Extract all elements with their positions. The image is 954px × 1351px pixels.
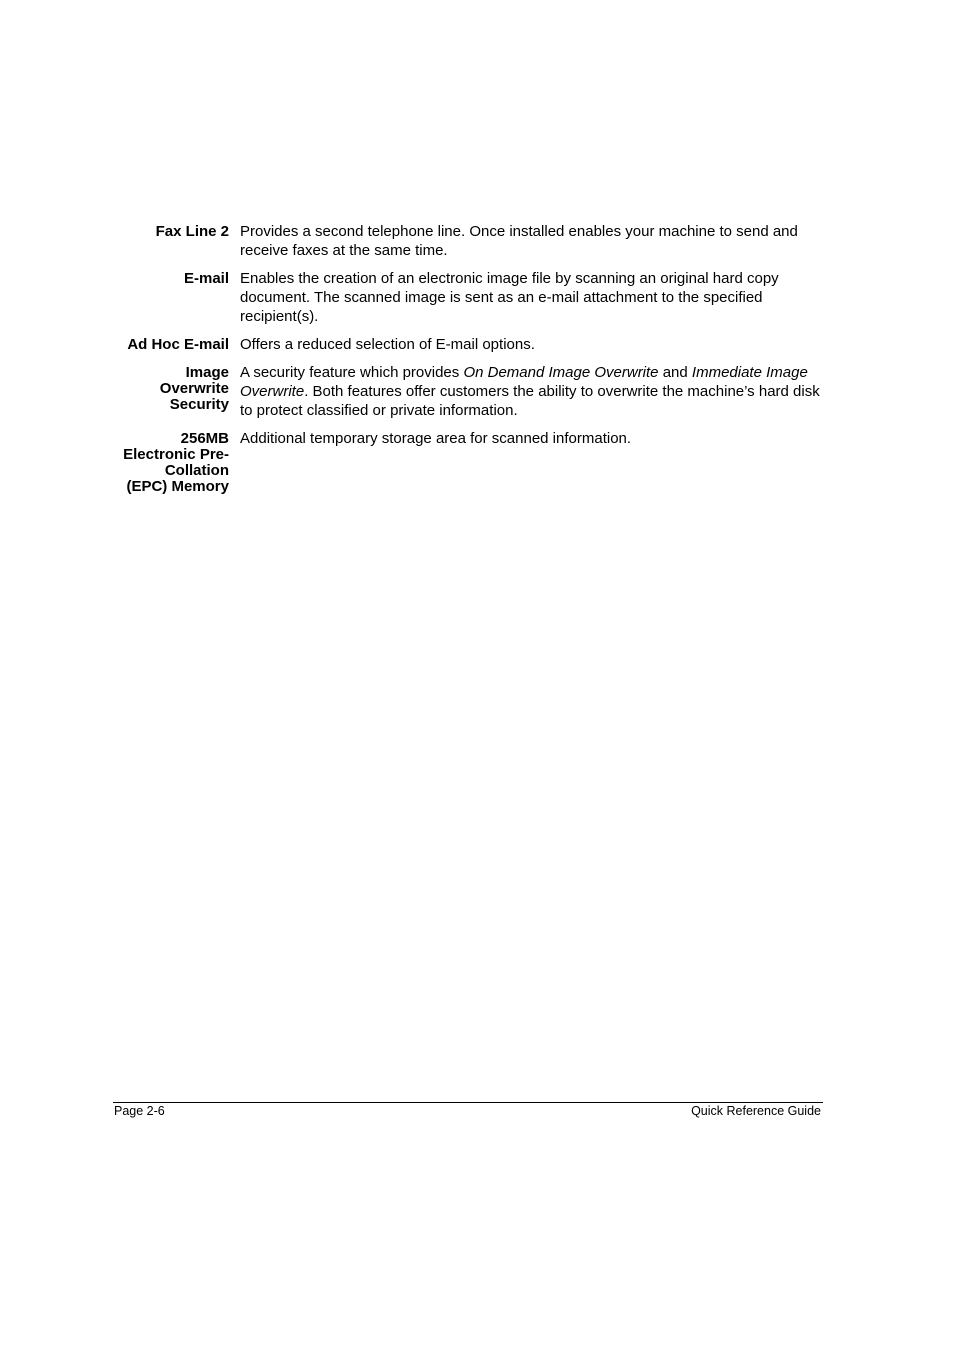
term-epc-memory xyxy=(106,429,229,495)
description-text: and xyxy=(658,364,692,381)
entry-e-mail xyxy=(106,269,826,326)
term-line: Electronic Pre- xyxy=(123,446,229,463)
page-number: Page 2-6 xyxy=(114,1104,165,1118)
term-line: E-mail xyxy=(183,270,229,287)
term-line: Ad Hoc E-mail xyxy=(127,336,229,353)
term-line: Fax Line 2 xyxy=(155,223,229,240)
entry-fax-line-2 xyxy=(106,222,826,260)
footer-divider xyxy=(113,1102,823,1103)
term-line: Collation xyxy=(164,462,229,479)
description-italic-term: Immediate Image Overwrite xyxy=(240,364,808,400)
description-text: . Both features offer customers the ability to overwrite the machine’s hard disk to protect classified or private information. xyxy=(240,383,820,419)
term-line: (EPC) Memory xyxy=(126,478,229,495)
term-e-mail xyxy=(106,269,229,287)
entry-epc-memory xyxy=(106,429,826,495)
guide-title: Quick Reference Guide xyxy=(691,1104,821,1118)
description-ad-hoc-e-mail: Offers a reduced selection of E-mail options. xyxy=(240,336,535,353)
description-image-overwrite-security xyxy=(240,363,826,420)
term-image-overwrite-security xyxy=(106,363,229,413)
term-line: Overwrite xyxy=(159,380,229,397)
term-fax-line-2 xyxy=(106,222,229,240)
term-line: Image xyxy=(185,364,229,381)
description-epc-memory: Additional temporary storage area for scanned information. xyxy=(240,430,632,447)
entry-image-overwrite-security xyxy=(106,363,826,420)
term-ad-hoc-e-mail xyxy=(106,335,229,353)
description-fax-line-2: Provides a second telephone line. Once installed enables your machine to send and receive faxes at the same time. xyxy=(240,223,798,259)
feature-definition-list xyxy=(106,222,826,504)
description-italic-term: On Demand Image Overwrite xyxy=(463,364,659,381)
term-line: Security xyxy=(169,396,229,413)
description-text: A security feature which provides xyxy=(240,364,464,381)
description-e-mail: Enables the creation of an electronic image file by scanning an original hard copy document. The scanned image is sent as an e-mail attachment to the specified recipient(s). xyxy=(240,270,779,325)
term-line: 256MB xyxy=(180,430,229,447)
entry-ad-hoc-e-mail xyxy=(106,335,826,354)
